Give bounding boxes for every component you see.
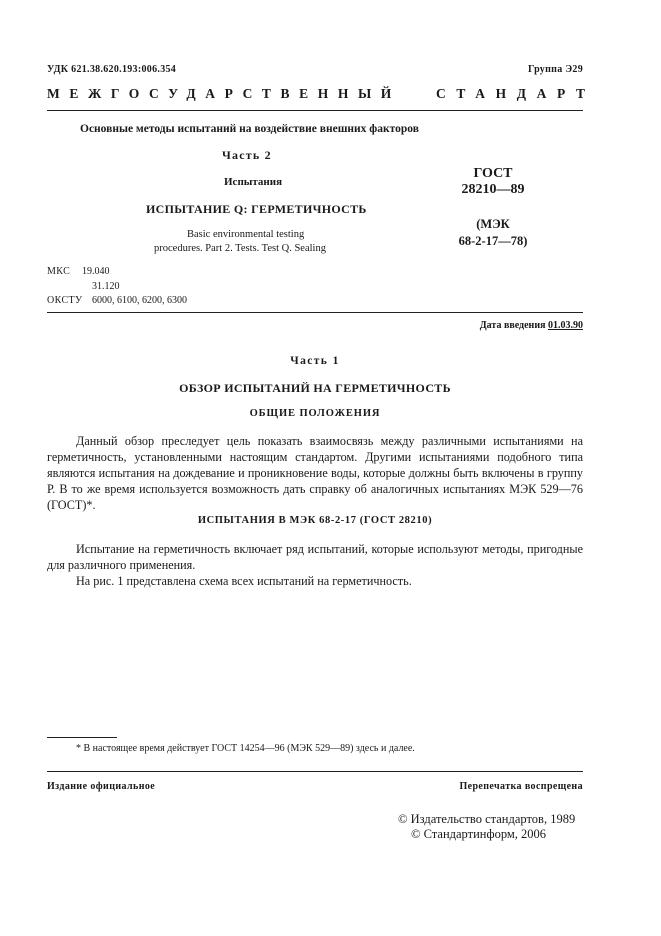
okstu-label: ОКСТУ bbox=[47, 295, 83, 306]
iec-number: 68-2-17—78) bbox=[458, 234, 528, 248]
section1-part: Часть 1 bbox=[290, 355, 340, 367]
part-label: Часть 2 bbox=[222, 148, 272, 162]
mks-code-2: 31.120 bbox=[92, 281, 120, 292]
subtitle-tests: Испытания bbox=[224, 176, 283, 188]
copyright-2006: © Стандартинформ, 2006 bbox=[411, 827, 547, 841]
section1-paragraph bbox=[47, 433, 583, 513]
intro-date-label: Дата введения bbox=[479, 320, 546, 331]
okstu-codes: 6000, 6100, 6200, 6300 bbox=[92, 295, 187, 306]
header-rule bbox=[47, 110, 583, 111]
official-edition: Издание официальное bbox=[47, 781, 156, 792]
section1-subtitle: ОБЩИЕ ПОЛОЖЕНИЯ bbox=[249, 408, 381, 419]
section2-paragraphs bbox=[47, 541, 583, 589]
english-title-line1: Basic environmental testing bbox=[187, 229, 305, 240]
section2-paragraph-1: Испытание на герметичность включает ряд испытаний, которые используют методы, пригодные для различного применения. bbox=[47, 542, 583, 572]
copyright-1989: © Издательство стандартов, 1989 bbox=[398, 812, 576, 826]
reprint-prohibited: Перепечатка воспрещена bbox=[459, 781, 583, 792]
intro-date bbox=[480, 320, 583, 331]
footnote-separator bbox=[47, 737, 117, 738]
test-title: ИСПЫТАНИЕ Q: ГЕРМЕТИЧНОСТЬ bbox=[146, 202, 367, 216]
footnote: * В настоящее время действует ГОСТ 14254—96 (МЭК 529—89) здесь и далее. bbox=[76, 743, 415, 754]
gost-number: 28210—89 bbox=[461, 182, 525, 197]
banner-standard: СТАНДАРТ bbox=[436, 86, 596, 101]
english-title-line2: procedures. Part 2. Tests. Test Q. Sealing bbox=[154, 243, 326, 254]
intro-date-value: 01.03.90 bbox=[548, 320, 583, 331]
gost-label: ГОСТ bbox=[473, 166, 513, 181]
footer-rule bbox=[47, 771, 583, 772]
iec-label: (МЭК bbox=[476, 217, 510, 231]
section1-title: ОБЗОР ИСПЫТАНИЙ НА ГЕРМЕТИЧНОСТЬ bbox=[179, 381, 451, 395]
udk-code: УДК 621.38.620.193:006.354 bbox=[47, 64, 177, 75]
section2-title: ИСПЫТАНИЯ В МЭК 68-2-17 (ГОСТ 28210) bbox=[197, 515, 433, 526]
section2-paragraph-2: На рис. 1 представлена схема всех испытаний на герметичность. bbox=[76, 574, 412, 588]
title-rule bbox=[47, 312, 583, 313]
mks-label: МКС bbox=[47, 266, 71, 277]
mks-code-1: 19.040 bbox=[82, 266, 110, 277]
banner-interstate: МЕЖГОСУДАРСТВЕННЫЙ bbox=[47, 86, 401, 101]
main-title: Основные методы испытаний на воздействие внешних факторов bbox=[80, 123, 419, 135]
section1-paragraph-text: Данный обзор преследует цель показать взаимосвязь между различными испытаниями на герметичность, установленными настоящим стандартом. Другими испытаниями подобного типа являются испытания на дождевание и проникновение воды, которые должны быть включены в группу Р. В то же время используется возможность дать справку об аналогичных испытаниях МЭК 529—76 (ГОСТ)*. bbox=[47, 434, 583, 512]
group-code: Группа Э29 bbox=[528, 64, 583, 75]
